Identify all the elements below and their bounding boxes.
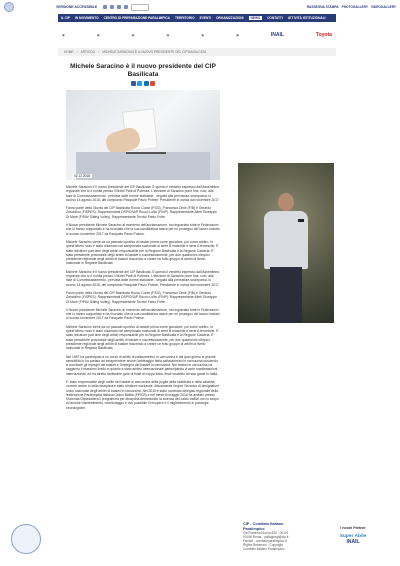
article-image bbox=[66, 90, 220, 180]
photogallery-link[interactable]: PHOTOGALLERY bbox=[341, 5, 368, 9]
sponsor-strip bbox=[58, 24, 336, 46]
speaker-head bbox=[278, 193, 294, 211]
social-icons bbox=[103, 5, 128, 9]
footer-line: Via Flaminia Nuova 830 - 00191 bbox=[243, 531, 289, 535]
article-date: 02.12.2018 bbox=[74, 174, 90, 178]
share-buttons bbox=[58, 81, 228, 86]
footer-line: Fiscale - comitatoparalimpico.it bbox=[243, 539, 287, 543]
paragraph: Michele Saracino viene da un passato sportivo di basket prima come giocatore, poi come arbitro. In quest'ultimo ruolo è stato chiamato nel campionato nazionale di serie B maschile e serie A femminile. È stato istruttore part time degli arbitri responsabile per la Regione Basilicata e la Regione Calabria. E' stato presidente provinciale degli arbitri di basket e successivamente, per due quadrienni olimpici, presidente regionale degli arbitri di basket riuscendo a creare un folto gruppo di arbitri di livello nazionale in Regione Basilicata. bbox=[66, 324, 219, 351]
article bbox=[58, 56, 228, 414]
paragraph: Il Nuovo presidente Michele Saracino al momento dell'acclamazione, ha ringraziato tutte le Federazioni che lo hanno supportato e ha ricordato che la sua candidatura nasce per un proseguo del lavoro iniziato lo scorso novembre 2017 da Pasquale Paolo Polese. bbox=[66, 223, 220, 236]
paragraph: Fanno parte della Giunta del CIP Basilicata Rocco Conte (FSSI), Francesco Dinie (FIB) e Gerardo Zandolino (FISPES). Rappresentanti DSP/DSAP Rocco Lollio (FINP). Rappresentante Atleti Giuseppe Di Mare (FIPAV Sitting Volley). Rappresentante Tecnici Fabio Forte. bbox=[66, 206, 218, 219]
nav-centro[interactable]: CENTRO DI PREPARAZIONE PARALIMPICA bbox=[103, 16, 170, 20]
breadcrumb-home[interactable]: HOME bbox=[64, 50, 74, 54]
sponsor-logo-4[interactable]: ▣ bbox=[166, 33, 170, 37]
nav-news[interactable]: NEWS bbox=[250, 16, 261, 20]
paragraph: Nel 1987 ha partecipato a un corso di arbitri di pallacanestro in carrozzina e dal quel giorno la grande sensibilità lo ha portato ad intraprendere anche l'arbitraggio della pallacanestro in carrozzina riuscendo a conciliare gli impegni del basket e l'impegno del basket in carrozzina. Nel basket in carrozzina ha raggiunto il massimo livello in quanto è stato arbitro internazionale partecipando a varie manifestazioni internazionali, ed ha diretto tantissime gare di finali di coppa Italia, finali scudetto ad star game in Italia. bbox=[66, 354, 218, 376]
nav-contatti[interactable]: CONTATTI bbox=[267, 16, 283, 20]
inail-logo[interactable]: INAIL bbox=[346, 539, 360, 545]
paragraph: Michele Saracino è il nuovo presidente del CIP Basilicata. È questo il verdetto espresso dall'Assemblea regionale che si è riunita presso il Motel Park di Potenza. L'elezione di Saracino pone fine, così, alla fase di Commissariamento - prevista dalle norme statutarie - seguita alla prematura scomparsa, lo scorso 14 agosto 2018, del compianto Pasquale Paolo Polese, Presidente in carica dal novembre 2017. bbox=[66, 185, 220, 202]
sponsor-toyota[interactable]: Toyota bbox=[315, 32, 332, 38]
twitter-icon[interactable] bbox=[110, 5, 114, 9]
footer bbox=[0, 520, 400, 566]
top-links bbox=[307, 5, 396, 9]
cip-emblem-icon bbox=[11, 524, 41, 554]
footer-partners bbox=[318, 526, 388, 545]
breadcrumb-sep-icon: › bbox=[98, 50, 100, 54]
nav-attivita[interactable]: ATTIVITÀ ISTITUZIONALI bbox=[287, 16, 326, 20]
nav-organizzazioni[interactable]: ORGANIZZAZIONI bbox=[216, 16, 244, 20]
footer-line: Comitato Italiano Paralimpico bbox=[243, 547, 285, 551]
footer-line: Rights Reserved - Copyright bbox=[243, 543, 284, 547]
cip-logo[interactable] bbox=[4, 1, 28, 13]
nav-eventi[interactable]: EVENTI bbox=[199, 16, 212, 20]
nav-territorio[interactable]: TERRITORIO bbox=[174, 16, 195, 20]
sponsor-logo-2[interactable]: ▣ bbox=[96, 33, 100, 37]
microphone-icon bbox=[298, 219, 304, 222]
share-google-icon[interactable] bbox=[150, 81, 155, 86]
top-bar bbox=[0, 0, 400, 14]
paragraph: Michele Saracino viene da un passato sportivo di basket prima come giocatore, poi come arbitro. In quest'ultimo ruolo è stato chiamato nel campionato nazionale di serie B maschile e serie A femminile. È stato istruttore part time degli arbitri responsabile per la Regione Basilicata e la Regione Calabria. E' stato presidente provinciale degli arbitri di basket e successivamente, per due quadrienni olimpici, presidente regionale degli arbitri di basket riuscendo a creare un folto gruppo di arbitri di livello nazionale in Regione Basilicata. bbox=[66, 239, 219, 266]
partners-title: I nostri Partner bbox=[340, 526, 366, 530]
rassegna-link[interactable]: RASSEGNA STAMPA bbox=[306, 5, 339, 9]
breadcrumb bbox=[58, 48, 336, 56]
speaker-legs bbox=[270, 267, 302, 323]
paragraph: E' stato responsabile degli arbitri del basket in carrozzina della puglia della basilicata e della calabria, nonché anche in della disciplina e stato strutture nazionale. Attualmente ricopre l'incarico di designatore unico nazionale degli arbitri di basket in carrozzina. Nel 2015 è stato nominato delegato regionale della federazione Paralimpica Italiana Calcio Balilla (FPICB) e nel mese di maggio 2018 ha avviato presso l'Azienda Ospedaliera il programma per disciplina denominata 'la scienza del calcio balilla' con lo scopo di favorire mantenimento, monitoraggio e ove possibile il recupero e il miglioramento in patologie neurologiche. bbox=[66, 379, 220, 410]
ballot-box bbox=[76, 152, 210, 180]
footer-contacts bbox=[243, 522, 303, 551]
nav-ilcip[interactable]: IL CIP bbox=[61, 16, 70, 20]
sponsor-logo-5[interactable]: ▣ bbox=[201, 33, 205, 37]
ballot-slot bbox=[126, 152, 166, 154]
sponsor-logo-3[interactable]: ▣ bbox=[131, 33, 135, 37]
share-linkedin-icon[interactable] bbox=[144, 81, 149, 86]
accessibility-link[interactable]: VERSIONE ACCESSIBILE bbox=[56, 5, 98, 9]
nav-movimento[interactable]: IN MOVIMENTO bbox=[74, 16, 99, 20]
cip-logo-icon bbox=[4, 2, 14, 12]
speaker-photo bbox=[238, 163, 334, 323]
facebook-icon[interactable] bbox=[103, 5, 107, 9]
sponsor-inail[interactable]: INAIL bbox=[270, 32, 284, 38]
breadcrumb-sep-icon: › bbox=[76, 50, 78, 54]
share-twitter-icon[interactable] bbox=[137, 81, 142, 86]
footer-line: 00196 Roma - pallagiorgi@cip.it bbox=[243, 535, 289, 539]
article-title: Michele Saracino è il nuovo presidente del CIP Basilicata bbox=[70, 63, 216, 78]
paragraph: Fanno parte della Giunta del CIP Basilicata Rocco Conte (FSSI), Francesco Dinie (FIB) e Gerardo Zandolino (FISPES). Rappresentanti DSP/DSAP Rocco Lollio (FINP). Rappresentante Atleti Giuseppe Di Mare (FIPAV Sitting Volley). Rappresentante Tecnici Fabio Forte. bbox=[66, 290, 218, 304]
superabile-logo[interactable]: Super Abile bbox=[339, 534, 367, 539]
main-nav bbox=[58, 14, 336, 22]
article-body bbox=[66, 185, 220, 410]
videogallery-link[interactable]: VIDEOGALLERY bbox=[370, 5, 396, 9]
youtube-icon[interactable] bbox=[117, 5, 121, 9]
sponsor-logo-6[interactable]: ▣ bbox=[236, 33, 239, 37]
breadcrumb-articoli[interactable]: ARTICOLI bbox=[80, 50, 96, 54]
search-input[interactable] bbox=[131, 4, 149, 11]
paragraph: Il Nuovo presidente Michele Saracino al momento dell'acclamazione, ha ringraziato tutte le Federazioni che lo hanno supportato e ha ricordato che la sua candidatura nasce per un proseguo del lavoro iniziato lo scorso novembre 2017 da Pasquale Paolo Polese. bbox=[66, 307, 220, 321]
footer-org: CIP - Comitato Italiano Paralimpico bbox=[243, 522, 284, 531]
breadcrumb-current: MICHELE SARACINO È IL NUOVO PRESIDENTE DEL CIP BASILICATA bbox=[102, 50, 207, 54]
share-facebook-icon[interactable] bbox=[131, 81, 136, 86]
paragraph: Michele Saracino è il nuovo presidente del CIP Basilicata. È questo il verdetto espresso dall'Assemblea regionale che si è riunita presso il Motel Park di Potenza. L'elezione di Saracino pone fine, così, alla fase di Commissariamento - prevista dalle norme statutarie - seguita alla prematura scomparsa, lo scorso 14 agosto 2018, del compianto Pasquale Paolo Polese, Presidente in carica dal novembre 2017. bbox=[66, 269, 220, 287]
instagram-icon[interactable] bbox=[124, 5, 128, 9]
sponsor-logo-1[interactable]: ▣ bbox=[62, 33, 65, 37]
footer-cip-logo[interactable] bbox=[6, 520, 46, 560]
